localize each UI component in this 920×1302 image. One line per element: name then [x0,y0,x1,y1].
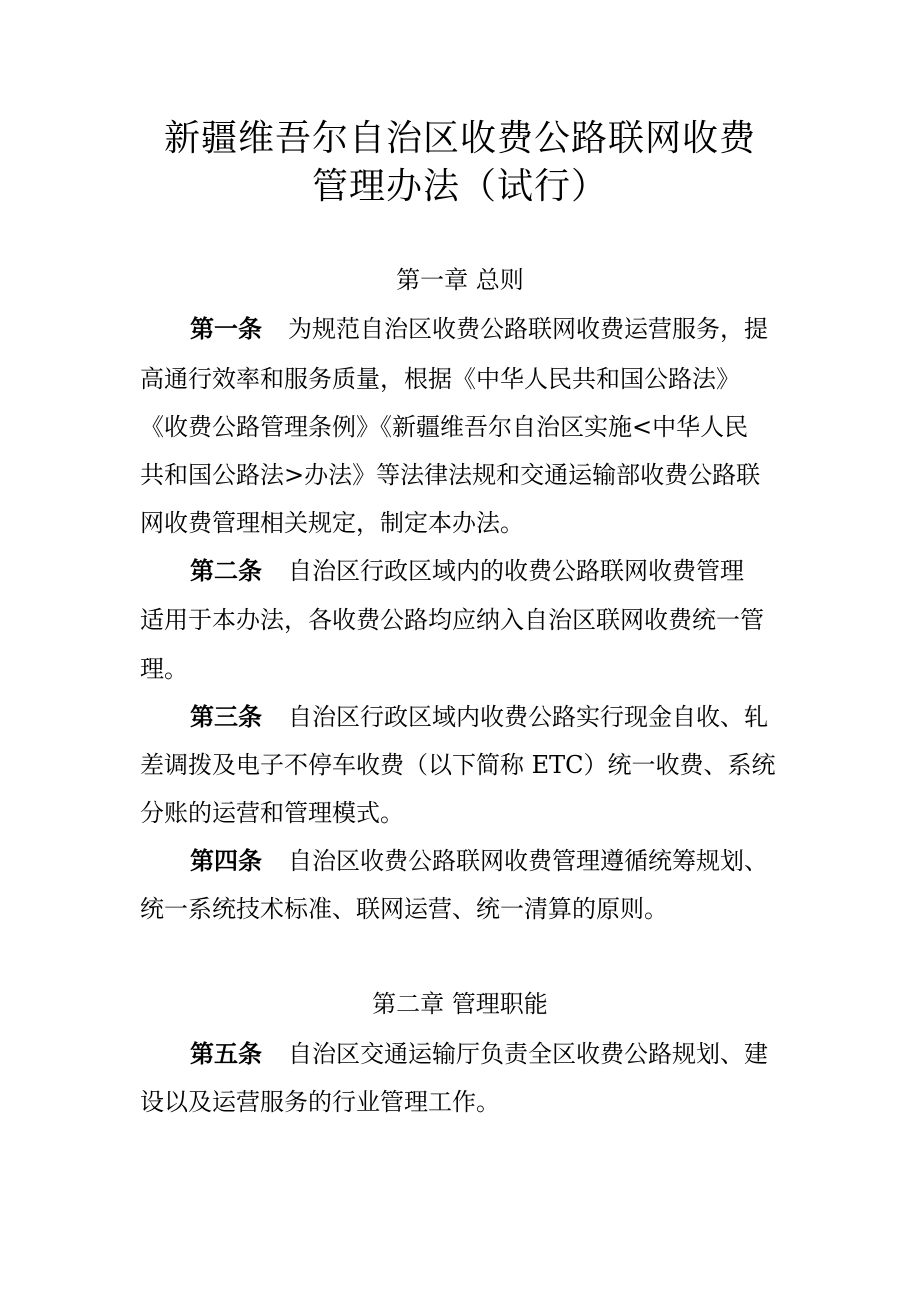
article-3-text: 差调拨及电子不停车收费（以下简称 ETC）统一收费、系统 [140,751,776,779]
document-title-line-2: 管理办法（试行） [311,166,608,207]
article-2-text: 自治区行政区域内的收费公路联网收费管理 [288,557,744,585]
article-4-text: 统一系统技术标准、联网运营、统一清算的原则。 [140,895,668,923]
article-1-text: 网收费管理相关规定，制定本办法。 [140,509,524,537]
chapter-heading-1: 第一章 总则 [396,266,524,294]
article-2-text: 理。 [140,655,188,683]
article-1-text: 为规范自治区收费公路联网收费运营服务，提 [288,315,768,343]
article-4-first-line [190,844,768,878]
article-1-label: 第一条 [190,314,262,343]
article-5-text: 设以及运营服务的行业管理工作。 [140,1088,500,1116]
article-1-text: 《收费公路管理条例》《新疆维吾尔自治区实施<中华人民 [140,413,749,441]
article-1-text: 高通行效率和服务质量，根据《中华人民共和国公路法》 [140,365,740,393]
article-4-label: 第四条 [190,846,262,875]
article-3-text: 分账的运营和管理模式。 [140,799,404,827]
article-3-first-line [190,700,768,734]
article-5-first-line [190,1037,768,1071]
chapter-heading-2: 第二章 管理职能 [372,990,548,1018]
article-3-label: 第三条 [190,702,262,731]
article-1-first-line [190,312,768,346]
article-2-first-line [190,554,744,588]
article-5-text: 自治区交通运输厅负责全区收费公路规划、建 [288,1040,768,1068]
article-1-text: 共和国公路法>办法》等法律法规和交通运输部收费公路联 [140,461,761,489]
document-title-line-1: 新疆维吾尔自治区收费公路联网收费 [163,118,756,159]
article-2-label: 第二条 [190,556,262,585]
article-2-text: 适用于本办法，各收费公路均应纳入自治区联网收费统一管 [140,606,764,634]
article-5-label: 第五条 [190,1039,262,1068]
article-3-text: 自治区行政区域内收费公路实行现金自收、轧 [288,703,768,731]
article-4-text: 自治区收费公路联网收费管理遵循统筹规划、 [288,847,768,875]
